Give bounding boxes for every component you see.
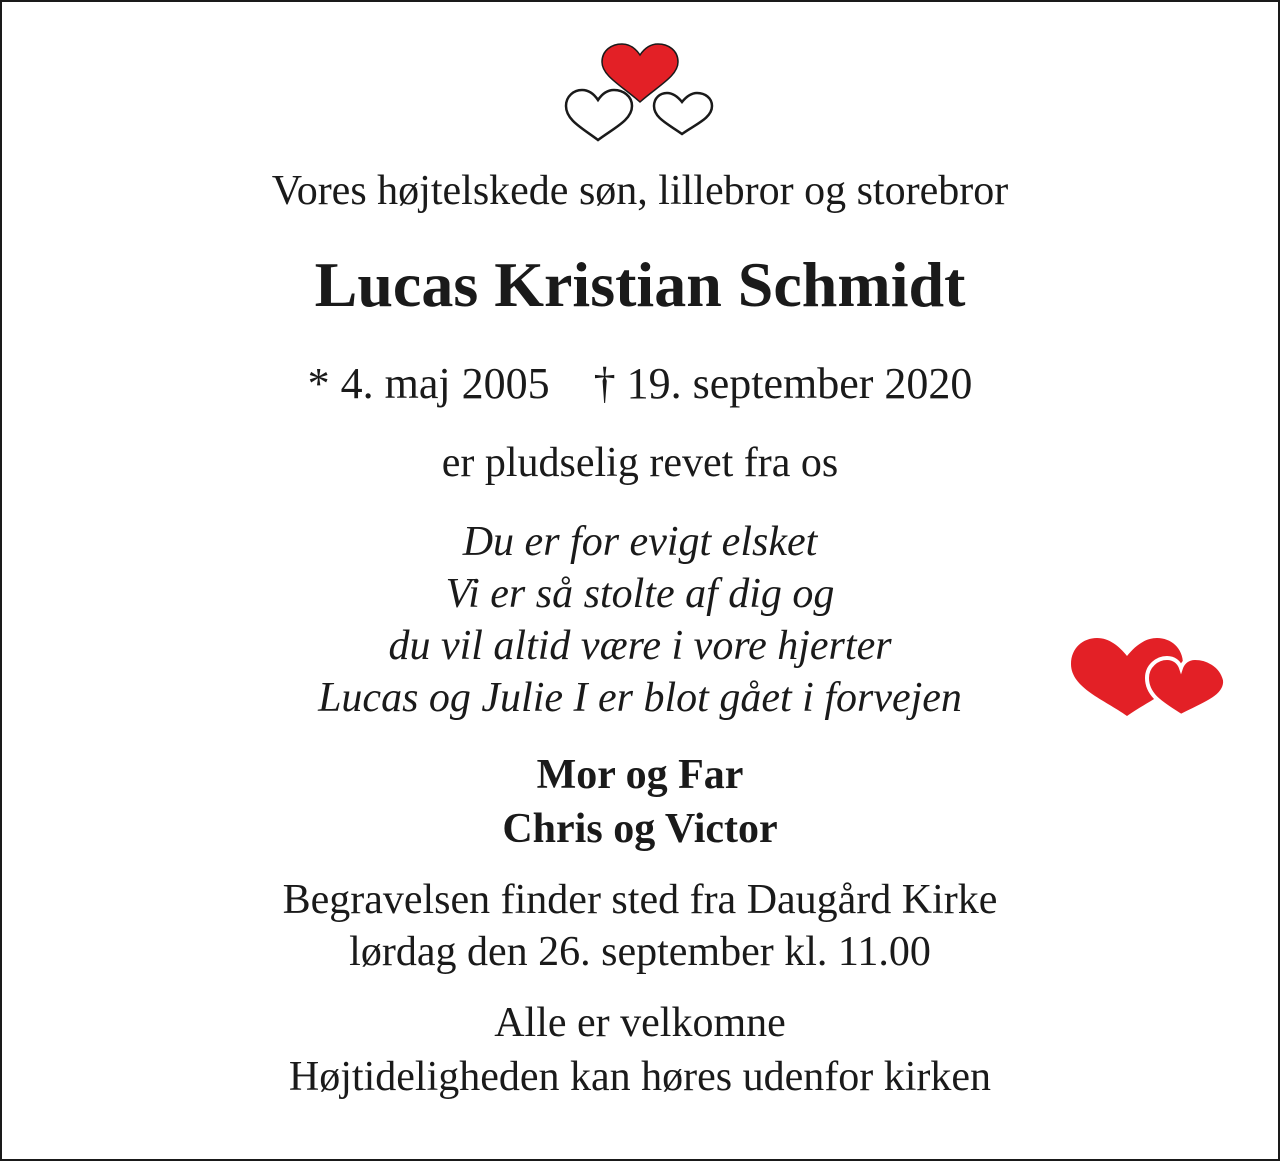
verse-line: Lucas og Julie I er blot gået i forvejen [318, 675, 962, 721]
welcome-line: Højtideligheden kan høres udenfor kirken [288, 1054, 992, 1100]
family-signature [0, 748, 1280, 856]
verse-line: du vil altid være i vore hjerter [388, 623, 892, 669]
welcome-note [0, 996, 1280, 1104]
white-heart-shape [566, 90, 632, 140]
notice-phrase: er pludselig revet fra os [441, 440, 839, 486]
death-date: † 19. september 2020 [593, 359, 973, 408]
welcome-line: Alle er velkomne [494, 1000, 786, 1046]
birth-date: * 4. maj 2005 [307, 359, 550, 408]
verse-line: Du er for evigt elsket [462, 519, 818, 565]
red-heart-shape [1147, 658, 1225, 716]
white-heart-shape [654, 93, 712, 134]
notice-intro: Vores højtelskede søn, lillebror og storebror [271, 168, 1009, 214]
three-hearts-icon [560, 40, 720, 145]
funeral-details [0, 874, 1280, 978]
two-red-hearts-icon [1065, 628, 1230, 720]
funeral-line: Begravelsen finder sted fra Daugård Kirke [282, 877, 998, 923]
life-dates [0, 358, 1280, 410]
family-line: Chris og Victor [502, 806, 778, 852]
family-line: Mor og Far [536, 752, 744, 798]
verse-line: Vi er så stolte af dig og [445, 571, 835, 617]
deceased-name: Lucas Kristian Schmidt [314, 249, 966, 320]
funeral-line: lørdag den 26. september kl. 11.00 [349, 929, 931, 975]
